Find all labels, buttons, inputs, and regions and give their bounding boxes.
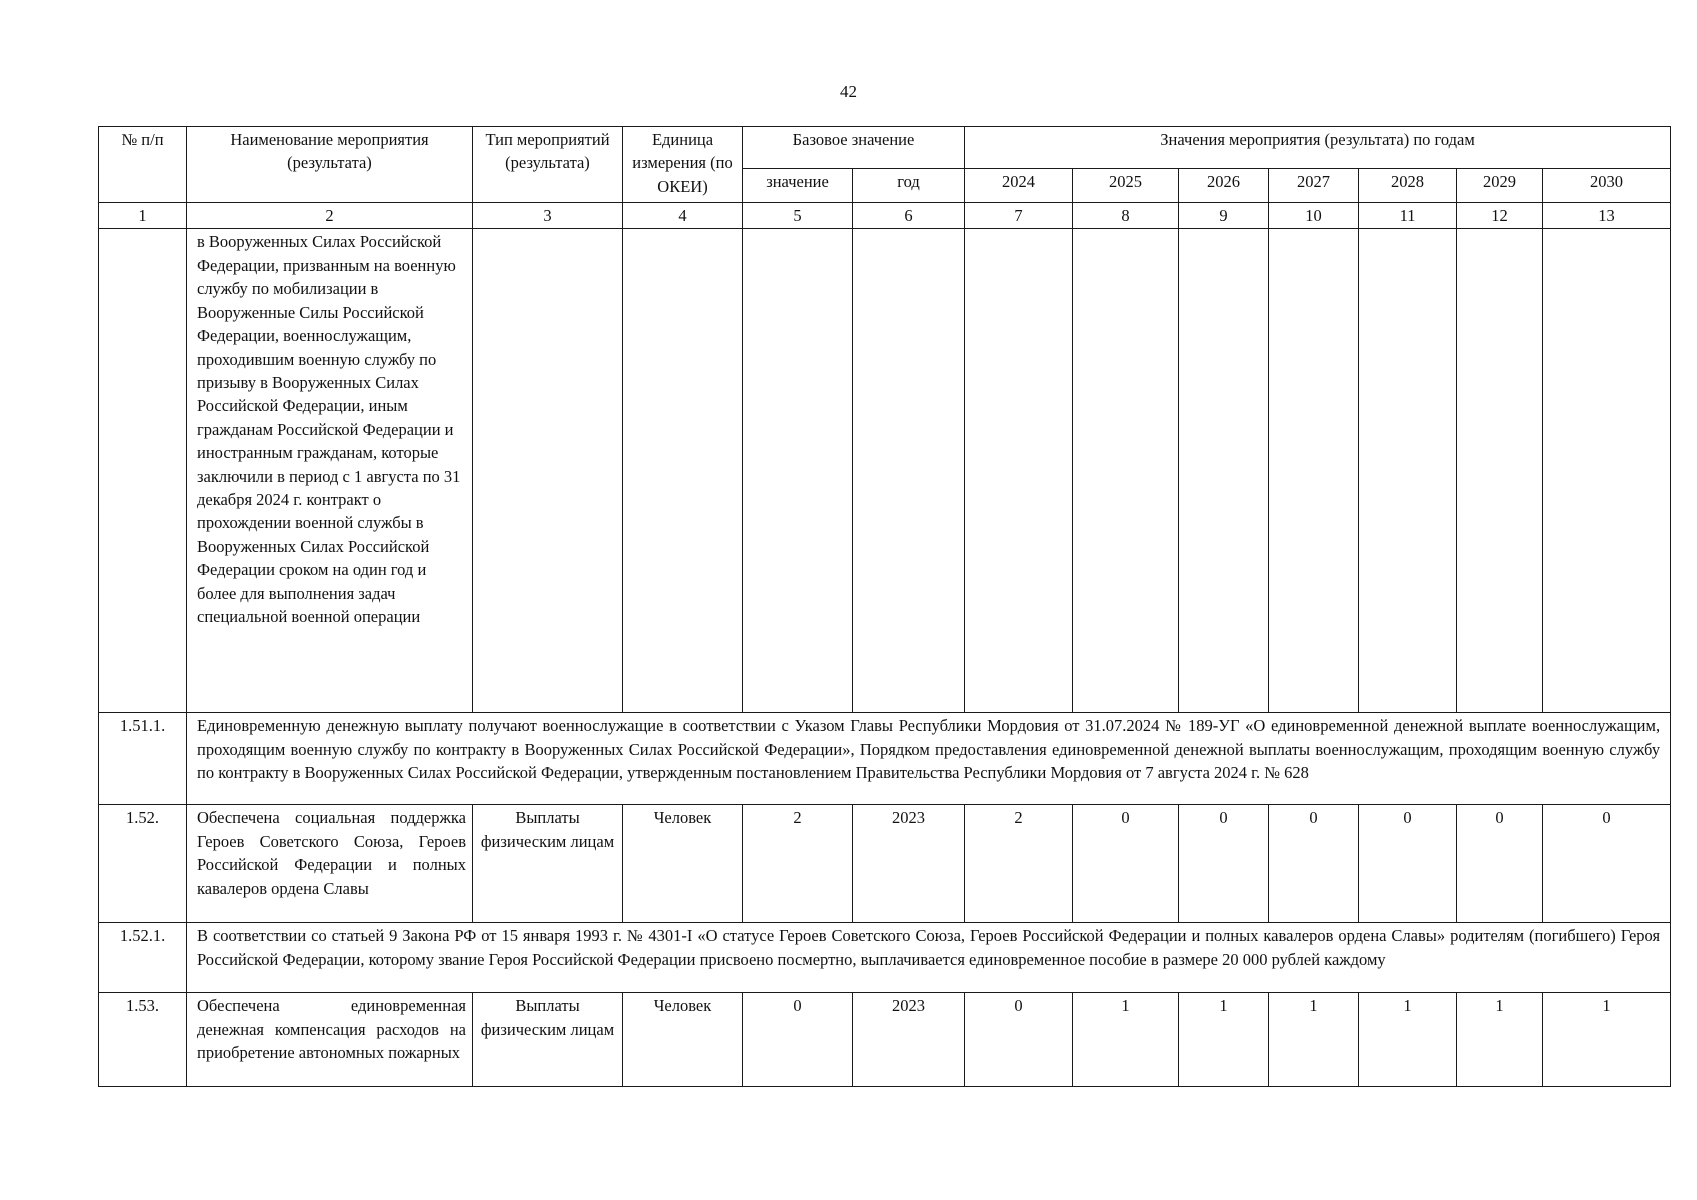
column-number: 9 (1179, 203, 1269, 229)
column-number: 11 (1359, 203, 1457, 229)
row-year-value: 0 (1179, 805, 1269, 923)
header-base: Базовое значение (743, 127, 965, 169)
row-base-value (743, 229, 853, 713)
row-year-value: 0 (1073, 805, 1179, 923)
row-base-year: 2023 (853, 805, 965, 923)
row-year-value: 2 (965, 805, 1073, 923)
column-number: 12 (1457, 203, 1543, 229)
header-year: 2024 (965, 169, 1073, 203)
row-base-year: 2023 (853, 993, 965, 1087)
row-year-value: 1 (1269, 993, 1359, 1087)
row-year-value (965, 229, 1073, 713)
row-year-value (1457, 229, 1543, 713)
header-num: № п/п (99, 127, 187, 203)
column-number: 3 (473, 203, 623, 229)
column-numbers-row (99, 203, 1671, 229)
row-type: Выплаты физическим лицам (473, 993, 623, 1087)
column-number: 4 (623, 203, 743, 229)
header-year: 2025 (1073, 169, 1179, 203)
row-base-value: 2 (743, 805, 853, 923)
row-num: 1.51.1. (99, 713, 187, 805)
header-base-year: год (853, 169, 965, 203)
column-number: 5 (743, 203, 853, 229)
row-num (99, 229, 187, 713)
header-year: 2026 (1179, 169, 1269, 203)
header-years-group: Значения мероприятия (результата) по годам (965, 127, 1671, 169)
row-year-value: 0 (1543, 805, 1671, 923)
table-row-note (99, 713, 1671, 805)
row-year-value: 1 (1543, 993, 1671, 1087)
header-year: 2029 (1457, 169, 1543, 203)
row-year-value (1073, 229, 1179, 713)
row-unit: Человек (623, 805, 743, 923)
row-num: 1.52.1. (99, 923, 187, 993)
row-unit (623, 229, 743, 713)
table-row (99, 993, 1671, 1087)
row-name: Обеспечена социальная поддержка Героев Советского Союза, Героев Российской Федерации и полных кавалеров ордена Славы (187, 805, 473, 923)
column-number: 13 (1543, 203, 1671, 229)
column-number: 2 (187, 203, 473, 229)
row-year-value (1359, 229, 1457, 713)
column-number: 8 (1073, 203, 1179, 229)
row-year-value: 0 (965, 993, 1073, 1087)
row-year-value (1179, 229, 1269, 713)
row-year-value: 1 (1359, 993, 1457, 1087)
table-row (99, 229, 1671, 713)
row-name: в Вооруженных Силах Российской Федерации, призванным на военную службу по мобилизации в Вооруженные Силы Российской Федерации, военнослужащим, проходившим военную службу по призыву в Вооруженных Силах Российской Федерации, иным гражданам Российской Федерации и иностранным гражданам, которые заключили в период с 1 августа по 31 декабря 2024 г. контракт о прохождении военной службы в Вооруженных Силах Российской Федерации сроком на один год и более для выполнения задач специальной военной операции (187, 229, 473, 713)
header-name: Наименование мероприятия (результата) (187, 127, 473, 203)
header-type: Тип мероприятий (результата) (473, 127, 623, 203)
row-year-value (1269, 229, 1359, 713)
row-year-value: 0 (1269, 805, 1359, 923)
row-year-value: 1 (1073, 993, 1179, 1087)
row-year-value: 0 (1457, 805, 1543, 923)
header-row (99, 127, 1671, 169)
row-base-year (853, 229, 965, 713)
row-year-value (1543, 229, 1671, 713)
table-row (99, 805, 1671, 923)
column-number: 6 (853, 203, 965, 229)
column-number: 7 (965, 203, 1073, 229)
column-number: 10 (1269, 203, 1359, 229)
row-year-value: 1 (1179, 993, 1269, 1087)
page-number: 42 (840, 82, 857, 101)
table-row-note (99, 923, 1671, 993)
row-note-text: В соответствии со статьей 9 Закона РФ от 15 января 1993 г. № 4301-I «О статусе Героев Советского Союза, Героев Российской Федерации и полных кавалеров ордена Славы» родителям (погибшего) Героя Российской Федерации, которому звание Героя Российской Федерации присвоено посмертно, выплачивается единовременное пособие в размере 20 000 рублей каждому (187, 923, 1671, 993)
header-year: 2030 (1543, 169, 1671, 203)
row-note-text: Единовременную денежную выплату получают военнослужащие в соответствии с Указом Главы Республики Мордовия от 31.07.2024 № 189-УГ «О единовременной денежной выплате военнослужащим, проходящим военную службу по контракту в Вооруженных Силах Российской Федерации», Порядком предоставления единовременной денежной выплаты военнослужащим, проходящим военную службу по контракту в Вооруженных Силах Российской Федерации, утвержденным постановлением Правительства Республики Мордовия от 7 августа 2024 г. № 628 (187, 713, 1671, 805)
measures-table (98, 126, 1671, 1087)
column-number: 1 (99, 203, 187, 229)
row-type: Выплаты физическим лицам (473, 805, 623, 923)
header-base-value: значение (743, 169, 853, 203)
row-unit: Человек (623, 993, 743, 1087)
row-type (473, 229, 623, 713)
row-year-value: 0 (1359, 805, 1457, 923)
row-year-value: 1 (1457, 993, 1543, 1087)
header-year: 2027 (1269, 169, 1359, 203)
header-unit: Единица измерения (по ОКЕИ) (623, 127, 743, 203)
row-name: Обеспечена единовременная денежная компенсация расходов на приобретение автономных пожарных (187, 993, 473, 1087)
row-base-value: 0 (743, 993, 853, 1087)
row-num: 1.53. (99, 993, 187, 1087)
row-num: 1.52. (99, 805, 187, 923)
header-year: 2028 (1359, 169, 1457, 203)
